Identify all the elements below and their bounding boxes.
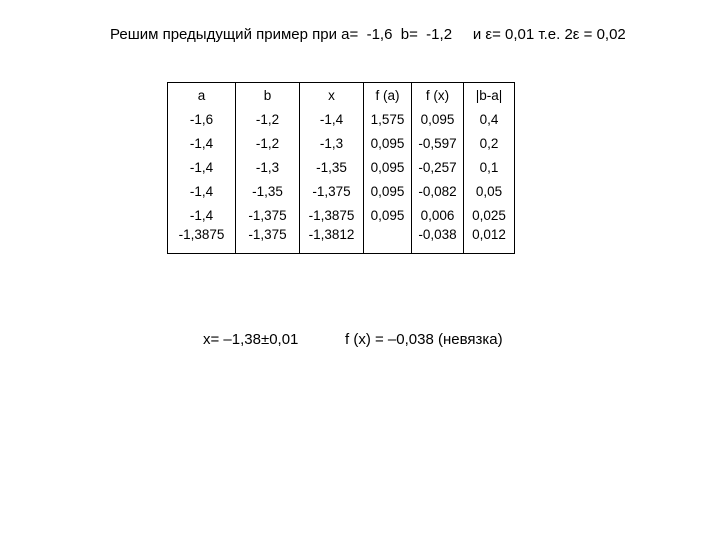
table-cell: 0,095 <box>364 155 412 179</box>
table-cell: -1,35 <box>236 179 300 203</box>
column-header: b <box>236 83 300 108</box>
table-cell: -1,3875 <box>300 203 364 227</box>
residual-answer: f (x) = –0,038 (невязка) <box>345 331 503 348</box>
table-cell: 0,05 <box>464 179 515 203</box>
column-header: x <box>300 83 364 108</box>
heading: Решим предыдущий пример при a= -1,6 b= -1,2 и ε= 0,01 т.е. 2ε = 0,02 <box>110 26 626 43</box>
table-cell: -1,3 <box>300 131 364 155</box>
table-cell: 0,4 <box>464 107 515 131</box>
table-cell: -0,597 <box>412 131 464 155</box>
table-cell: -1,35 <box>300 155 364 179</box>
table-cell: -1,2 <box>236 107 300 131</box>
table-row <box>168 179 515 203</box>
table-cell: 0,095 <box>364 179 412 203</box>
column-header: f (a) <box>364 83 412 108</box>
column-header: |b-a| <box>464 83 515 108</box>
table-cell: 0,025 <box>464 203 515 227</box>
table-cell: -1,2 <box>236 131 300 155</box>
table-cell: 0,1 <box>464 155 515 179</box>
table-cell: -1,375 <box>300 179 364 203</box>
root-answer: x= –1,38±0,01 <box>203 331 299 348</box>
table-cell: 0,095 <box>364 131 412 155</box>
table-cell: -1,375 <box>236 203 300 227</box>
header-row <box>168 83 515 108</box>
table-cell: 0,006 <box>412 203 464 227</box>
table-cell: -1,6 <box>168 107 236 131</box>
column-header: a <box>168 83 236 108</box>
table-cell: 1,575 <box>364 107 412 131</box>
table-cell: -0,038 <box>412 227 464 254</box>
table-row <box>168 227 515 254</box>
table-cell: -1,3812 <box>300 227 364 254</box>
table-cell: -1,4 <box>168 203 236 227</box>
bisection-table <box>167 82 515 254</box>
table-cell: -1,4 <box>168 131 236 155</box>
table-cell: -1,3875 <box>168 227 236 254</box>
table-cell: 0,095 <box>364 203 412 227</box>
table-cell: -1,375 <box>236 227 300 254</box>
table-cell: -1,4 <box>168 155 236 179</box>
table-row <box>168 131 515 155</box>
table-cell: 0,095 <box>412 107 464 131</box>
column-header: f (x) <box>412 83 464 108</box>
table-cell: -1,4 <box>300 107 364 131</box>
table-cell: 0,012 <box>464 227 515 254</box>
table-cell <box>364 227 412 254</box>
table-cell: 0,2 <box>464 131 515 155</box>
table-cell: -0,257 <box>412 155 464 179</box>
table-row <box>168 107 515 131</box>
table-row <box>168 203 515 227</box>
table-cell: -0,082 <box>412 179 464 203</box>
table-cell: -1,3 <box>236 155 300 179</box>
table-row <box>168 155 515 179</box>
table-cell: -1,4 <box>168 179 236 203</box>
